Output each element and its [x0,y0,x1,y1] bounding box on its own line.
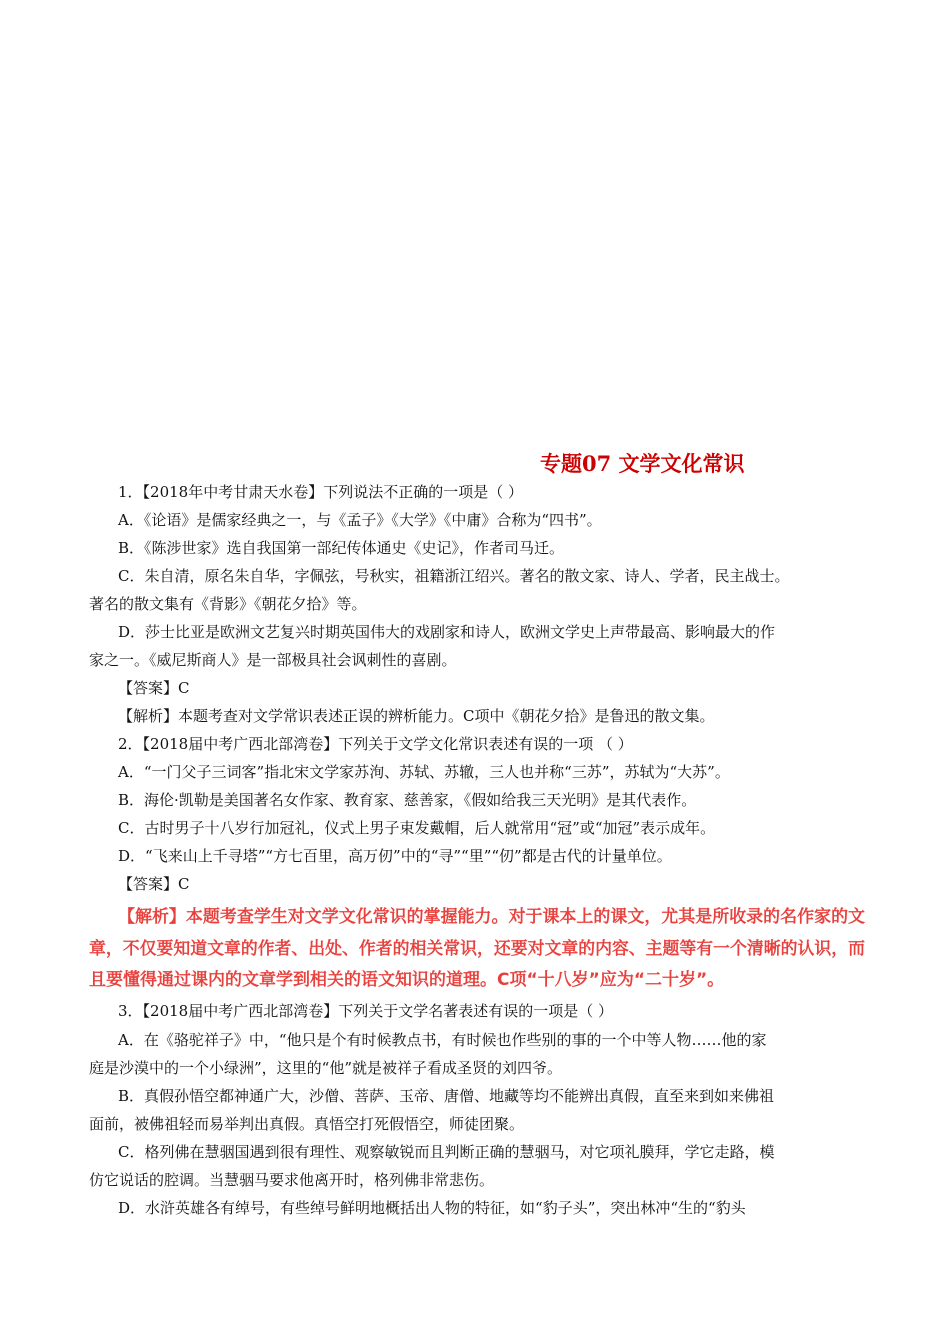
question-1-option-c: C．朱自清，原名朱自华，字佩弦，号秋实，祖籍浙江绍兴。著名的散文家、诗人、学者，民主战士。 [118,567,790,585]
page-title: 专题07 文学文化常识 [540,451,745,476]
question-2-analysis: 【解析】本题考查学生对文学文化常识的掌握能力。对于课本上的课文，尤其是所收录的名作家的文 [118,907,866,927]
question-1-stem: 1．【2018年中考甘肃天水卷】下列说法不正确的一项是（ ） [118,483,523,501]
question-1-option-c-cont: 著名的散文集有《背影》《朝花夕拾》等。 [89,595,367,613]
question-3-stem: 3．【2018届中考广西北部湾卷】下列关于文学名著表述有误的一项是（ ） [118,1002,613,1020]
question-2-stem: 2．【2018届中考广西北部湾卷】下列关于文学文化常识表述有误的一项 （ ） [118,735,633,753]
question-2-option-a: A．“一门父子三词客”指北宋文学家苏洵、苏轼、苏辙，三人也并称“三苏”，苏轼为“大苏”。 [118,763,730,781]
question-2-option-b: B．海伦·凯勒是美国著名女作家、教育家、慈善家，《假如给我三天光明》是其代表作。 [118,791,697,809]
question-1-option-a: A．《论语》是儒家经典之一，与《孟子》《大学》《中庸》合称为“四书”。 [118,511,602,529]
question-1-option-d: D．莎士比亚是欧洲文艺复兴时期英国伟大的戏剧家和诗人，欧洲文学史上声带最高、影响最大的作 [118,623,776,641]
question-3-option-b-cont: 面前，被佛祖轻而易举判出真假。真悟空打死假悟空，师徒团聚。 [89,1115,525,1133]
question-3-option-b: B．真假孙悟空都神通广大，沙僧、菩萨、玉帝、唐僧、地藏等均不能辨出真假，直至来到如来佛祖 [118,1087,775,1105]
question-3-option-a-cont: 庭是沙漠中的一个小绿洲”，这里的“他”就是被祥子看成圣贤的刘四爷。 [89,1059,563,1077]
question-1-option-b: B．《陈涉世家》选自我国第一部纪传体通史《史记》，作者司马迁。 [118,539,565,557]
question-3-option-c: C．格列佛在慧骃国遇到很有理性、观察敏锐而且判断正确的慧骃马，对它项礼膜拜，学它走路，模 [118,1143,775,1161]
question-2-analysis-cont-1: 章，不仅要知道文章的作者、出处、作者的相关常识，还要对文章的内容、主题等有一个清晰的认识，而 [89,939,865,959]
question-3-option-c-cont: 仿它说话的腔调。当慧骃马要求他离开时，格列佛非常悲伤。 [89,1171,495,1189]
question-2-analysis-cont-2: 且要懂得通过课内的文章学到相关的语文知识的道理。C项“十八岁”应为“二十岁”。 [89,970,725,990]
question-2-option-d: D．“飞来山上千寻塔”“方七百里，高万仞”中的“寻”“里”“仞”都是古代的计量单位。 [118,847,672,865]
question-1-answer: 【答案】C [118,679,190,697]
question-3-option-a: A．在《骆驼祥子》中，“他只是个有时候教点书，有时候也作些别的事的一个中等人物……他的家 [118,1031,767,1049]
question-1-analysis: 【解析】本题考查对文学常识表述正误的辨析能力。C项中《朝花夕拾》是鲁迅的散文集。 [118,707,715,725]
question-2-option-c: C．古时男子十八岁行加冠礼，仪式上男子束发戴帽，后人就常用“冠”或“加冠”表示成年。 [118,819,716,837]
question-1-option-d-cont: 家之一。《威尼斯商人》是一部极具社会讽刺性的喜剧。 [89,651,457,669]
question-3-option-d: D．水浒英雄各有绰号，有些绰号鲜明地概括出人物的特征，如“豹子头”，突出林冲“生的“豹头 [118,1199,746,1217]
question-2-answer: 【答案】C [118,875,190,893]
